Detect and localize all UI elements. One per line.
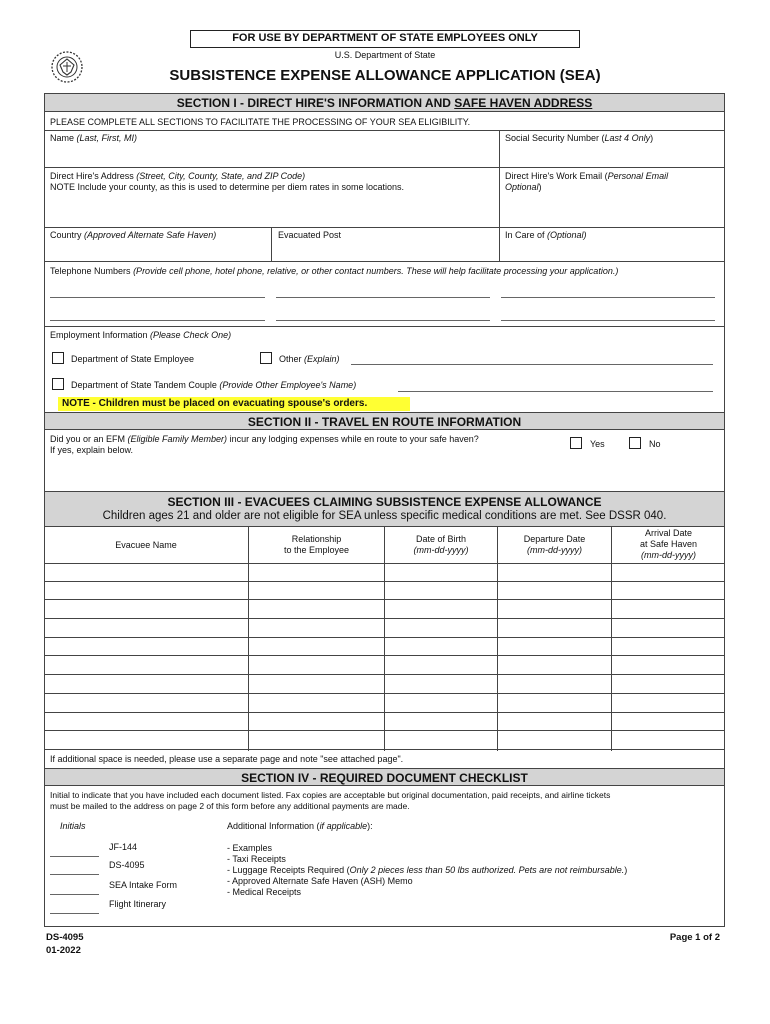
other-label: Other (Explain) — [279, 354, 340, 364]
evacuee-departure-cell[interactable] — [498, 600, 611, 618]
evacuee-departure-cell[interactable] — [498, 582, 611, 600]
divider — [44, 326, 725, 327]
info-item: - Examples — [227, 843, 273, 853]
initials-label: Initials — [60, 821, 86, 831]
initials-input[interactable] — [50, 913, 99, 914]
col-header-departure: Departure Date (mm-dd-yyyy) — [523, 534, 586, 555]
evacuee-arrival-cell[interactable] — [612, 713, 725, 731]
initials-input[interactable] — [50, 856, 99, 857]
lodging-yes-checkbox[interactable] — [570, 437, 582, 449]
ssn-field[interactable]: Social Security Number (Last 4 Only) — [505, 133, 654, 143]
form-number: DS-4095 — [46, 932, 84, 943]
evacuee-dob-cell[interactable] — [385, 675, 497, 693]
initials-input[interactable] — [50, 894, 99, 895]
col-header-dob: Date of Birth (mm-dd-yyyy) — [413, 534, 469, 555]
evacuee-relationship-cell[interactable] — [249, 694, 384, 712]
evacuee-arrival-cell[interactable] — [612, 563, 725, 581]
table-row — [44, 675, 725, 694]
table-row — [44, 713, 725, 732]
evacuee-name-cell[interactable] — [44, 638, 248, 656]
lodging-no-checkbox[interactable] — [629, 437, 641, 449]
document-label: JF-144 — [109, 842, 138, 852]
additional-space-note: If additional space is needed, please use a separate page and note "see attached page". — [50, 754, 404, 764]
table-row — [44, 731, 725, 750]
section1-title: SECTION I - DIRECT HIRE'S INFORMATION AND SAFE HAVEN ADDRESS — [176, 96, 593, 110]
info-item: - Medical Receipts — [227, 887, 302, 897]
evacuee-relationship-cell[interactable] — [249, 638, 384, 656]
other-checkbox[interactable] — [260, 352, 272, 364]
evacuee-dob-cell[interactable] — [385, 563, 497, 581]
department-name: U.S. Department of State — [334, 50, 436, 60]
evacuee-name-cell[interactable] — [44, 713, 248, 731]
telephone-label: Telephone Numbers (Provide cell phone, hotel phone, relative, or other contact numbers. These will help facilitate processing your application.) — [50, 266, 619, 276]
tandem-couple-checkbox[interactable] — [52, 378, 64, 390]
evacuee-name-cell[interactable] — [44, 582, 248, 600]
additional-info-label: Additional Information (if applicable): — [227, 821, 373, 831]
form-title: SUBSISTENCE EXPENSE ALLOWANCE APPLICATION (SEA) — [169, 67, 601, 84]
employment-label: Employment Information (Please Check One) — [50, 330, 232, 340]
evacuee-name-cell[interactable] — [44, 619, 248, 637]
lodging-explain-area[interactable] — [50, 460, 720, 490]
evacuee-arrival-cell[interactable] — [612, 582, 725, 600]
evacuee-arrival-cell[interactable] — [612, 694, 725, 712]
col-header-evacuee-name: Evacuee Name — [115, 540, 177, 550]
table-row — [44, 619, 725, 638]
evacuee-dob-cell[interactable] — [385, 731, 497, 749]
section3-subtitle: Children ages 21 and older are not eligible for SEA unless specific medical conditions are met. See DSSR 040. — [102, 510, 667, 522]
evacuee-departure-cell[interactable] — [498, 619, 611, 637]
info-item: - Taxi Receipts — [227, 854, 286, 864]
evacuee-departure-cell[interactable] — [498, 563, 611, 581]
evacuee-dob-cell[interactable] — [385, 619, 497, 637]
info-item: - Approved Alternate Safe Haven (ASH) Memo — [227, 876, 413, 886]
evacuee-relationship-cell[interactable] — [249, 619, 384, 637]
lodging-no-label: No — [649, 439, 661, 449]
table-row — [44, 582, 725, 601]
table-row — [44, 638, 725, 657]
evacuee-name-cell[interactable] — [44, 563, 248, 581]
evacuee-arrival-cell[interactable] — [612, 675, 725, 693]
dos-employee-checkbox[interactable] — [52, 352, 64, 364]
col-header-arrival: Arrival Date at Safe Haven (mm-dd-yyyy) — [639, 528, 698, 560]
evacuee-arrival-cell[interactable] — [612, 600, 725, 618]
evacuee-departure-cell[interactable] — [498, 694, 611, 712]
phone-input-1[interactable] — [50, 297, 265, 298]
divider — [44, 261, 725, 262]
restriction-banner-text: FOR USE BY DEPARTMENT OF STATE EMPLOYEES ONLY — [232, 32, 538, 44]
phone-input-4[interactable] — [50, 320, 265, 321]
completion-instruction: PLEASE COMPLETE ALL SECTIONS TO FACILITATE THE PROCESSING OF YOUR SEA ELIGIBILITY. — [50, 117, 471, 127]
initials-input[interactable] — [50, 874, 99, 875]
other-explain-input[interactable] — [351, 364, 713, 365]
evacuee-name-cell[interactable] — [44, 657, 248, 675]
evacuee-relationship-cell[interactable] — [249, 582, 384, 600]
evacuee-departure-cell[interactable] — [498, 638, 611, 656]
evacuee-name-cell[interactable] — [44, 600, 248, 618]
form-revision: 01-2022 — [46, 945, 81, 956]
evacuee-relationship-cell[interactable] — [249, 563, 384, 581]
document-label: DS-4095 — [109, 860, 145, 870]
checklist-intro: Initial to indicate that you have included each document listed. Fax copies are acceptable but original documentation, paid receipts, and airline tickets must be mailed to the address on page 2 of this form before any additional payments are made. — [50, 790, 611, 811]
evacuee-dob-cell[interactable] — [385, 657, 497, 675]
phone-input-6[interactable] — [501, 320, 715, 321]
table-row — [44, 657, 725, 676]
evacuee-arrival-cell[interactable] — [612, 638, 725, 656]
document-label: SEA Intake Form — [109, 880, 178, 890]
evacuee-departure-cell[interactable] — [498, 657, 611, 675]
name-field[interactable]: Name (Last, First, MI) — [50, 133, 138, 143]
phone-input-3[interactable] — [501, 297, 715, 298]
document-label: Flight Itinerary — [109, 899, 167, 909]
evacuee-relationship-cell[interactable] — [249, 675, 384, 693]
address-note: NOTE Include your county, as this is used to determine per diem rates in some locations. — [50, 182, 404, 192]
section2-title: SECTION II - TRAVEL EN ROUTE INFORMATION — [247, 415, 522, 429]
table-row — [44, 563, 725, 582]
lodging-question: Did you or an EFM (Eligible Family Member) incur any lodging expenses while en route to your safe haven? If yes, explain below. — [50, 434, 479, 455]
evacuee-arrival-cell[interactable] — [612, 657, 725, 675]
evacuee-arrival-cell[interactable] — [612, 731, 725, 749]
children-note: NOTE - Children must be placed on evacuating spouse's orders. — [58, 397, 410, 411]
dos-employee-label: Department of State Employee — [71, 354, 195, 364]
phone-input-5[interactable] — [276, 320, 490, 321]
evacuee-dob-cell[interactable] — [385, 638, 497, 656]
evacuee-departure-cell[interactable] — [498, 713, 611, 731]
evacuee-departure-cell[interactable] — [498, 731, 611, 749]
address-field[interactable]: Direct Hire's Address (Street, City, County, State, and ZIP Code) NOTE Include your county, as this is used to determine per diem rates in some locations. — [44, 168, 499, 226]
care-of-field[interactable]: In Care of (Optional) — [505, 230, 587, 240]
col-header-relationship: Relationship to the Employee — [283, 534, 350, 555]
email-field[interactable]: Direct Hire's Work Email (Personal Email Optional) — [505, 171, 669, 192]
evacuee-dob-cell[interactable] — [385, 582, 497, 600]
evacuee-relationship-cell[interactable] — [249, 657, 384, 675]
info-item: - Luggage Receipts Required (Only 2 pieces less than 50 lbs authorized. Pets are not reimbursable.) — [227, 865, 628, 875]
page-number: Page 1 of 2 — [669, 932, 720, 943]
evacuated-post-field[interactable]: Evacuated Post — [278, 230, 342, 240]
evacuee-name-cell[interactable] — [44, 731, 248, 749]
evacuee-name-cell[interactable] — [44, 675, 248, 693]
evacuee-dob-cell[interactable] — [385, 713, 497, 731]
evacuee-relationship-cell[interactable] — [249, 731, 384, 749]
evacuee-dob-cell[interactable] — [385, 694, 497, 712]
evacuee-name-cell[interactable] — [44, 694, 248, 712]
tandem-name-input[interactable] — [398, 391, 713, 392]
evacuee-arrival-cell[interactable] — [612, 619, 725, 637]
evacuee-relationship-cell[interactable] — [249, 600, 384, 618]
evacuee-dob-cell[interactable] — [385, 600, 497, 618]
tandem-couple-label: Department of State Tandem Couple (Provide Other Employee's Name) — [71, 380, 357, 390]
section4-title: SECTION IV - REQUIRED DOCUMENT CHECKLIST — [241, 771, 528, 785]
evacuee-relationship-cell[interactable] — [249, 713, 384, 731]
table-row — [44, 694, 725, 713]
lodging-yes-label: Yes — [590, 439, 605, 449]
table-row — [44, 600, 725, 619]
section3-title: SECTION III - EVACUEES CLAIMING SUBSISTENCE EXPENSE ALLOWANCE — [167, 495, 602, 509]
evacuee-departure-cell[interactable] — [498, 675, 611, 693]
phone-input-2[interactable] — [276, 297, 490, 298]
additional-info-list — [227, 843, 717, 898]
country-field[interactable]: Country (Approved Alternate Safe Haven) — [50, 230, 217, 240]
